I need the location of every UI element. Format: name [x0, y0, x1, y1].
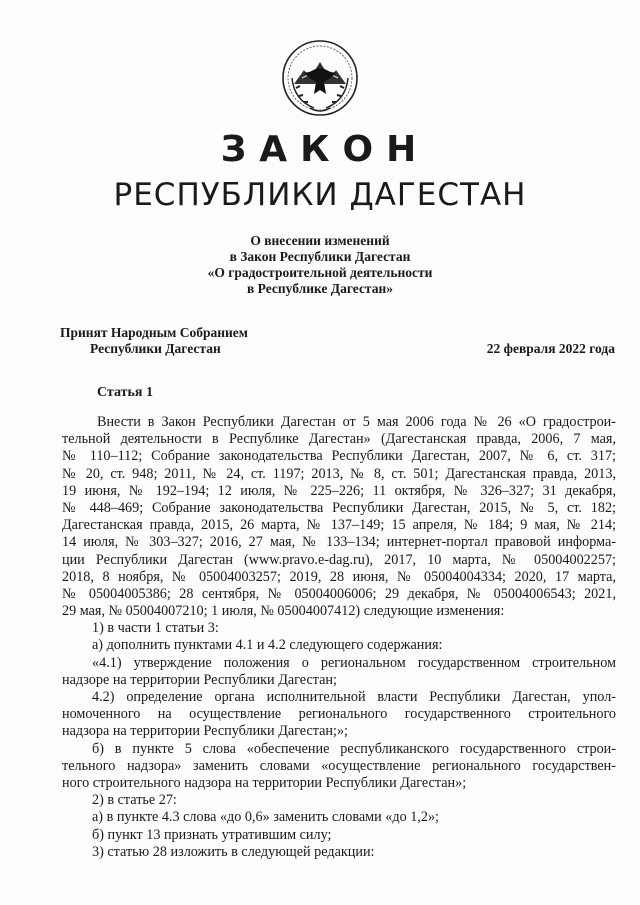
text-line: «4.1) утверждение положения о региональном государственном строительном	[92, 654, 616, 671]
text-line: 3) статью 28 изложить в следующей редакции:	[92, 843, 375, 860]
text-line: ного строительного надзора на территории Республики Дагестан»;	[62, 774, 467, 791]
text-line: Дагестанская правда, 2015, 26 марта, № 137–149; 15 апреля, № 184; 9 мая, № 214;	[62, 517, 616, 534]
text-line: 2018, 8 ноября, № 05004003257; 2019, 28 июня, № 05004004334; 2020, 17 марта,	[62, 568, 616, 585]
adoption-line: Принят Народным Собранием	[60, 325, 248, 340]
text-line: надзора на территории Республики Дагестан;»;	[62, 723, 348, 740]
text-line: 2) в статье 27:	[92, 792, 177, 809]
text-line: Внести в Закон Республики Дагестан от 5 мая 2006 года № 26 «О градострои-	[97, 414, 616, 430]
text-line: № 448–469; Собрание законодательства Республики Дагестан, 2015, № 5, ст. 182;	[62, 499, 616, 516]
text-line: 4.2) определение органа исполнительной власти Республики Дагестан, упол-	[92, 689, 616, 705]
text-line: № 110–112; Собрание законодательства Республики Дагестан, 2007, № 6, ст. 317;	[62, 448, 616, 465]
text-line: тельной деятельности в Республике Дагестан» (Дагестанская правда, 2006, 7 мая,	[62, 431, 616, 448]
adoption-line: Республики Дагестан	[90, 341, 221, 356]
text-line: № 05004005386; 28 сентября, № 05004006006; 29 декабря, № 05004006543; 2021,	[62, 585, 616, 602]
subject-line: О внесении изменений	[250, 233, 390, 248]
text-line: № 20, ст. 948; 2011, № 24, ст. 1197; 2013, № 8, ст. 501; Дагестанская правда, 2013,	[62, 465, 616, 482]
text-line: а) дополнить пунктами 4.1 и 4.2 следующего содержания:	[92, 637, 443, 654]
text-line: ции Республики Дагестан (www.pravo.e-dag.ru), 2017, 10 марта, № 05004002257;	[62, 551, 616, 568]
subject-line: в Республике Дагестан»	[246, 281, 394, 296]
subject-line: «О градостроительной деятельности	[207, 265, 433, 280]
adoption-note	[60, 325, 260, 357]
text-line: 29 мая, № 05004007210; 1 июля, № 05004007412) следующие изменения:	[62, 603, 505, 620]
text-line: 19 июня, № 192–194; 12 июля, № 225–226; 11 октября, № 326–327; 31 декабря,	[62, 482, 616, 499]
text-line: номоченного на осуществление регионального государственного строительного	[62, 706, 616, 723]
text-line: 1) в части 1 статьи 3:	[92, 620, 219, 637]
adoption-date: 22 февраля 2022 года	[486, 341, 615, 356]
text-line: надзоре на территории Республики Дагестан;	[62, 671, 337, 688]
article-body	[62, 414, 616, 861]
republic-title: РЕСПУБЛИКИ ДАГЕСТАН	[113, 177, 527, 213]
law-subject	[0, 233, 640, 297]
text-line: б) в пункте 5 слова «обеспечение республиканского государственного строи-	[92, 740, 616, 757]
text-line: б) пункт 13 признать утратившим силу;	[92, 826, 332, 843]
text-line: 14 июля, № 303–327; 2016, 27 мая, № 133–134; интернет-портал правовой информа-	[62, 534, 616, 551]
article-heading: Статья 1	[97, 385, 153, 400]
text-line: тельного надзора» заменить словами «осуществление регионального государствен-	[62, 757, 616, 774]
coat-of-arms-emblem	[280, 38, 360, 118]
law-title: ЗАКОН	[220, 129, 430, 170]
text-line: а) в пункте 4.3 слова «до 0,6» заменить словами «до 1,2»;	[92, 809, 439, 826]
subject-line: в Закон Республики Дагестан	[229, 249, 411, 264]
